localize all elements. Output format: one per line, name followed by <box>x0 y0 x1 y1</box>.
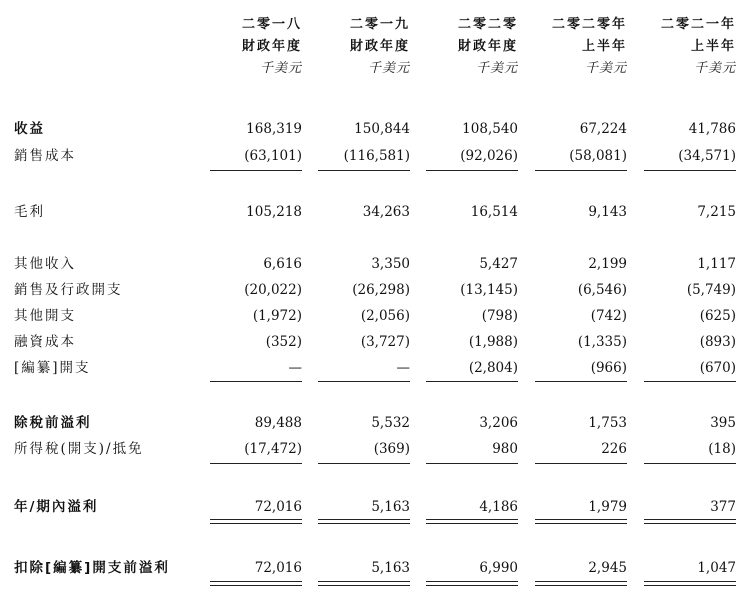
subtotal-rule <box>644 463 736 464</box>
column-header-fy2020 <box>408 14 518 80</box>
subtotal-rule <box>535 381 627 382</box>
table-row-profit-before-tax <box>0 412 752 434</box>
row-label: 銷售及行政開支 <box>14 282 123 298</box>
cell-value: 89,488 <box>254 415 302 431</box>
table-row-profit-before-redacted-expenses <box>0 557 752 579</box>
subtotal-rule <box>426 463 518 464</box>
cell-value: (1,988) <box>468 334 518 350</box>
table-row-selling-admin-expenses <box>0 279 752 301</box>
double-rule-bottom <box>426 585 518 586</box>
row-label: 其他開支 <box>14 308 76 324</box>
cell-value: 72,016 <box>254 560 302 576</box>
column-header-line1: 二零一八 <box>241 17 302 32</box>
cell-value: (352) <box>265 334 302 350</box>
cell-value: 7,215 <box>697 204 736 220</box>
column-header-unit: 千美元 <box>367 61 410 76</box>
subtotal-rule <box>318 381 410 382</box>
cell-value: 226 <box>601 441 627 457</box>
subtotal-rule <box>644 170 736 171</box>
double-rule-bottom <box>210 523 302 524</box>
double-rule-bottom <box>210 585 302 586</box>
double-rule-bottom <box>426 523 518 524</box>
cell-value: 1,117 <box>697 256 736 272</box>
cell-value: 3,206 <box>479 415 518 431</box>
row-label: 收益 <box>14 121 45 137</box>
subtotal-rule <box>210 170 302 171</box>
row-label: 融資成本 <box>14 334 76 350</box>
cell-value: 5,427 <box>479 256 518 272</box>
cell-value: 5,163 <box>371 499 410 515</box>
double-rule-top <box>535 519 627 520</box>
cell-value: 9,143 <box>588 204 627 220</box>
column-header-fy2019 <box>300 14 410 80</box>
cell-value: (5,749) <box>686 282 736 298</box>
double-rule-bottom <box>535 523 627 524</box>
subtotal-rule <box>644 381 736 382</box>
table-row-income-tax <box>0 438 752 460</box>
row-label: 除稅前溢利 <box>14 415 92 431</box>
cell-value: 3,350 <box>371 256 410 272</box>
cell-value: 395 <box>710 415 736 431</box>
column-header-unit: 千美元 <box>693 61 736 76</box>
row-label: 銷售成本 <box>14 148 76 164</box>
cell-value: 34,263 <box>362 204 410 220</box>
cell-value: (1,972) <box>252 308 302 324</box>
column-header-line1: 二零二一年 <box>660 17 736 32</box>
cell-value: 1,753 <box>588 415 627 431</box>
cell-value: 4,186 <box>479 499 518 515</box>
cell-value: (966) <box>590 360 627 376</box>
cell-value: (13,145) <box>460 282 518 298</box>
table-row-finance-costs <box>0 331 752 353</box>
cell-value: (58,081) <box>569 148 627 164</box>
double-rule-bottom <box>318 523 410 524</box>
cell-value: 5,532 <box>371 415 410 431</box>
cell-value: (20,022) <box>244 282 302 298</box>
cell-value: — <box>396 360 410 376</box>
cell-value: 105,218 <box>246 204 302 220</box>
cell-value: (6,546) <box>577 282 627 298</box>
row-label: 其他收入 <box>14 256 76 272</box>
double-rule-bottom <box>644 585 736 586</box>
cell-value: (893) <box>699 334 736 350</box>
table-row-profit-for-period <box>0 496 752 518</box>
table-row-other-income <box>0 253 752 275</box>
cell-value: 980 <box>492 441 518 457</box>
cell-value: 72,016 <box>254 499 302 515</box>
column-header-1h2020 <box>517 14 627 80</box>
cell-value: 67,224 <box>579 121 627 137</box>
cell-value: (34,571) <box>678 148 736 164</box>
double-rule-top <box>426 581 518 582</box>
cell-value: (369) <box>373 441 410 457</box>
subtotal-rule <box>210 463 302 464</box>
cell-value: (798) <box>481 308 518 324</box>
subtotal-rule <box>318 463 410 464</box>
cell-value: 377 <box>710 499 736 515</box>
column-header-unit: 千美元 <box>475 61 518 76</box>
column-header-unit: 千美元 <box>259 61 302 76</box>
cell-value: 2,199 <box>588 256 627 272</box>
cell-value: 2,945 <box>588 560 627 576</box>
cell-value: (92,026) <box>460 148 518 164</box>
double-rule-top <box>644 519 736 520</box>
table-row-cost-of-sales <box>0 145 752 167</box>
cell-value: 16,514 <box>470 204 518 220</box>
cell-value: 108,540 <box>462 121 518 137</box>
double-rule-top <box>318 519 410 520</box>
cell-value: — <box>288 360 302 376</box>
table-row-revenue <box>0 118 752 140</box>
table-row-gross-profit <box>0 201 752 223</box>
double-rule-bottom <box>318 585 410 586</box>
subtotal-rule <box>426 381 518 382</box>
double-rule-top <box>426 519 518 520</box>
double-rule-top <box>535 581 627 582</box>
subtotal-rule <box>535 463 627 464</box>
cell-value: 5,163 <box>371 560 410 576</box>
cell-value: (17,472) <box>244 441 302 457</box>
cell-value: (26,298) <box>352 282 410 298</box>
double-rule-top <box>210 519 302 520</box>
column-header-line2: 財政年度 <box>349 39 410 54</box>
subtotal-rule <box>535 170 627 171</box>
cell-value: (63,101) <box>244 148 302 164</box>
row-label: [編纂]開支 <box>14 360 91 376</box>
cell-value: 168,319 <box>246 121 302 137</box>
cell-value: (742) <box>590 308 627 324</box>
row-label: 年/期內溢利 <box>14 499 99 515</box>
column-header-fy2018 <box>192 14 302 80</box>
column-header-line2: 上半年 <box>581 39 627 54</box>
double-rule-top <box>318 581 410 582</box>
cell-value: (2,056) <box>360 308 410 324</box>
cell-value: 1,047 <box>697 560 736 576</box>
cell-value: (625) <box>699 308 736 324</box>
cell-value: 6,990 <box>479 560 518 576</box>
cell-value: (1,335) <box>577 334 627 350</box>
double-rule-top <box>210 581 302 582</box>
double-rule-top <box>644 581 736 582</box>
column-header-1h2021 <box>626 14 736 80</box>
subtotal-rule <box>210 381 302 382</box>
cell-value: 1,979 <box>588 499 627 515</box>
cell-value: (2,804) <box>468 360 518 376</box>
cell-value: (116,581) <box>343 148 410 164</box>
row-label: 毛利 <box>14 204 45 220</box>
double-rule-bottom <box>535 585 627 586</box>
cell-value: (670) <box>699 360 736 376</box>
cell-value: (18) <box>708 441 736 457</box>
column-header-line1: 二零二零 <box>457 17 518 32</box>
table-row-redacted-expenses <box>0 357 752 379</box>
column-header-line2: 財政年度 <box>457 39 518 54</box>
row-label: 所得稅(開支)/抵免 <box>14 441 144 457</box>
cell-value: (3,727) <box>360 334 410 350</box>
column-header-unit: 千美元 <box>584 61 627 76</box>
subtotal-rule <box>426 170 518 171</box>
cell-value: 150,844 <box>354 121 410 137</box>
column-header-line2: 上半年 <box>690 39 736 54</box>
double-rule-bottom <box>644 523 736 524</box>
column-header-line1: 二零二零年 <box>551 17 627 32</box>
table-row-other-expenses <box>0 305 752 327</box>
cell-value: 6,616 <box>263 256 302 272</box>
subtotal-rule <box>318 170 410 171</box>
cell-value: 41,786 <box>688 121 736 137</box>
column-header-line1: 二零一九 <box>349 17 410 32</box>
column-header-line2: 財政年度 <box>241 39 302 54</box>
row-label: 扣除[編纂]開支前溢利 <box>14 560 170 576</box>
